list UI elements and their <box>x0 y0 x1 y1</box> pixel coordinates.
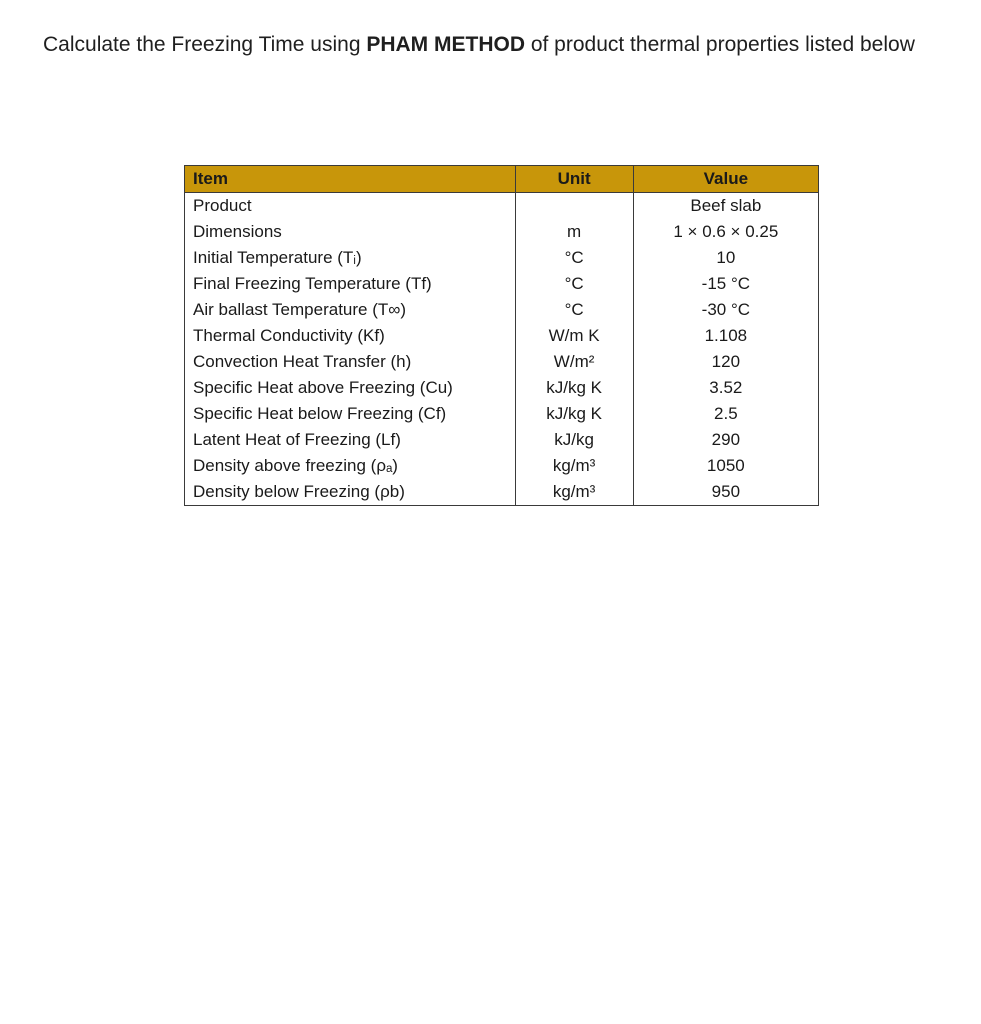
row-value: 290 <box>633 427 818 453</box>
header-value: Value <box>633 166 818 193</box>
table-header-row <box>185 166 819 193</box>
row-unit: °C <box>515 297 633 323</box>
row-value: 3.52 <box>633 375 818 401</box>
row-item: Specific Heat below Freezing (Cf) <box>185 401 516 427</box>
table-row <box>185 193 819 220</box>
row-unit: °C <box>515 245 633 271</box>
row-item: Density below Freezing (ρb) <box>185 479 516 506</box>
row-item: Convection Heat Transfer (h) <box>185 349 516 375</box>
header-item: Item <box>185 166 516 193</box>
thermal-properties-table <box>184 165 819 506</box>
row-value: Beef slab <box>633 193 818 220</box>
table-row <box>185 219 819 245</box>
row-value: 10 <box>633 245 818 271</box>
row-unit: °C <box>515 271 633 297</box>
question-suffix: of product thermal properties listed below <box>525 33 915 56</box>
table-row <box>185 245 819 271</box>
row-item: Density above freezing (ρₐ) <box>185 453 516 479</box>
row-unit <box>515 193 633 220</box>
row-value: 1050 <box>633 453 818 479</box>
question-text <box>43 28 943 61</box>
row-unit: kJ/kg <box>515 427 633 453</box>
table-row <box>185 401 819 427</box>
table-row <box>185 375 819 401</box>
table-row <box>185 479 819 506</box>
row-unit: W/m K <box>515 323 633 349</box>
table-row <box>185 427 819 453</box>
header-unit: Unit <box>515 166 633 193</box>
row-unit: kg/m³ <box>515 479 633 506</box>
row-value: 2.5 <box>633 401 818 427</box>
table-row <box>185 323 819 349</box>
row-item: Latent Heat of Freezing (Lf) <box>185 427 516 453</box>
table-row <box>185 453 819 479</box>
row-unit: kg/m³ <box>515 453 633 479</box>
row-value: 1.108 <box>633 323 818 349</box>
row-unit: kJ/kg K <box>515 401 633 427</box>
row-item: Initial Temperature (Tᵢ) <box>185 245 516 271</box>
table-row <box>185 297 819 323</box>
row-item: Final Freezing Temperature (Tf) <box>185 271 516 297</box>
table-row <box>185 271 819 297</box>
row-item: Product <box>185 193 516 220</box>
row-item: Air ballast Temperature (T∞) <box>185 297 516 323</box>
row-item: Dimensions <box>185 219 516 245</box>
question-method: PHAM METHOD <box>366 33 525 56</box>
row-item: Thermal Conductivity (Kf) <box>185 323 516 349</box>
row-value: -30 °C <box>633 297 818 323</box>
row-unit: kJ/kg K <box>515 375 633 401</box>
row-unit: m <box>515 219 633 245</box>
row-item: Specific Heat above Freezing (Cu) <box>185 375 516 401</box>
row-value: -15 °C <box>633 271 818 297</box>
row-value: 120 <box>633 349 818 375</box>
row-unit: W/m² <box>515 349 633 375</box>
table-row <box>185 349 819 375</box>
question-prefix: Calculate the Freezing Time using <box>43 33 367 56</box>
row-value: 1 × 0.6 × 0.25 <box>633 219 818 245</box>
row-value: 950 <box>633 479 818 506</box>
